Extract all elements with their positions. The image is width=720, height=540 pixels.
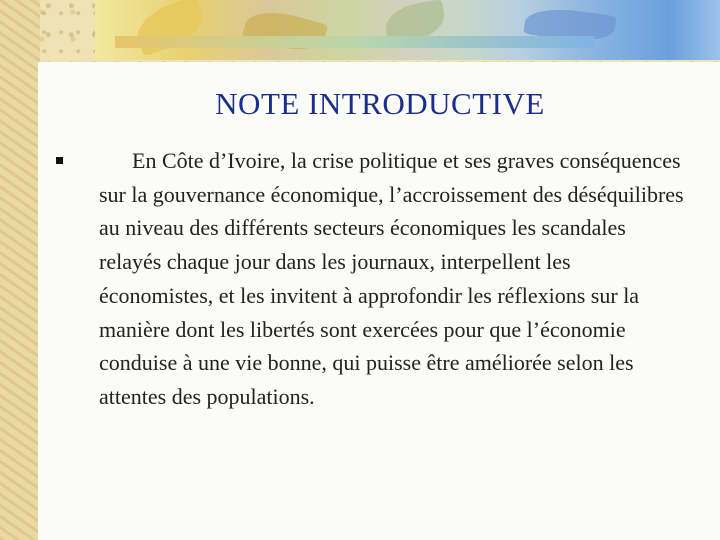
leaf-decoration bbox=[130, 0, 209, 57]
banner-stripe bbox=[115, 36, 595, 48]
leaf-decoration bbox=[242, 4, 328, 58]
slide-title: NOTE INTRODUCTIVE bbox=[215, 86, 545, 121]
bullet-paragraph: En Côte d’Ivoire, la crise politique et ses graves conséquences sur la gouvernance économique, l’accroissement des déséquilibres au niveau des différents secteurs économiques les scandales relayés chaque jour dans les journaux, interpellent les économistes, et les invitent à approfondir les réflexions sur la manière dont les libertés sont exercées pour que l’économie conduise à une vie bonne, qui puisse être améliorée selon les attentes des populations. bbox=[99, 148, 684, 409]
top-decorative-banner bbox=[95, 0, 720, 60]
bullet-marker bbox=[56, 157, 63, 164]
left-decorative-strip bbox=[0, 0, 40, 540]
